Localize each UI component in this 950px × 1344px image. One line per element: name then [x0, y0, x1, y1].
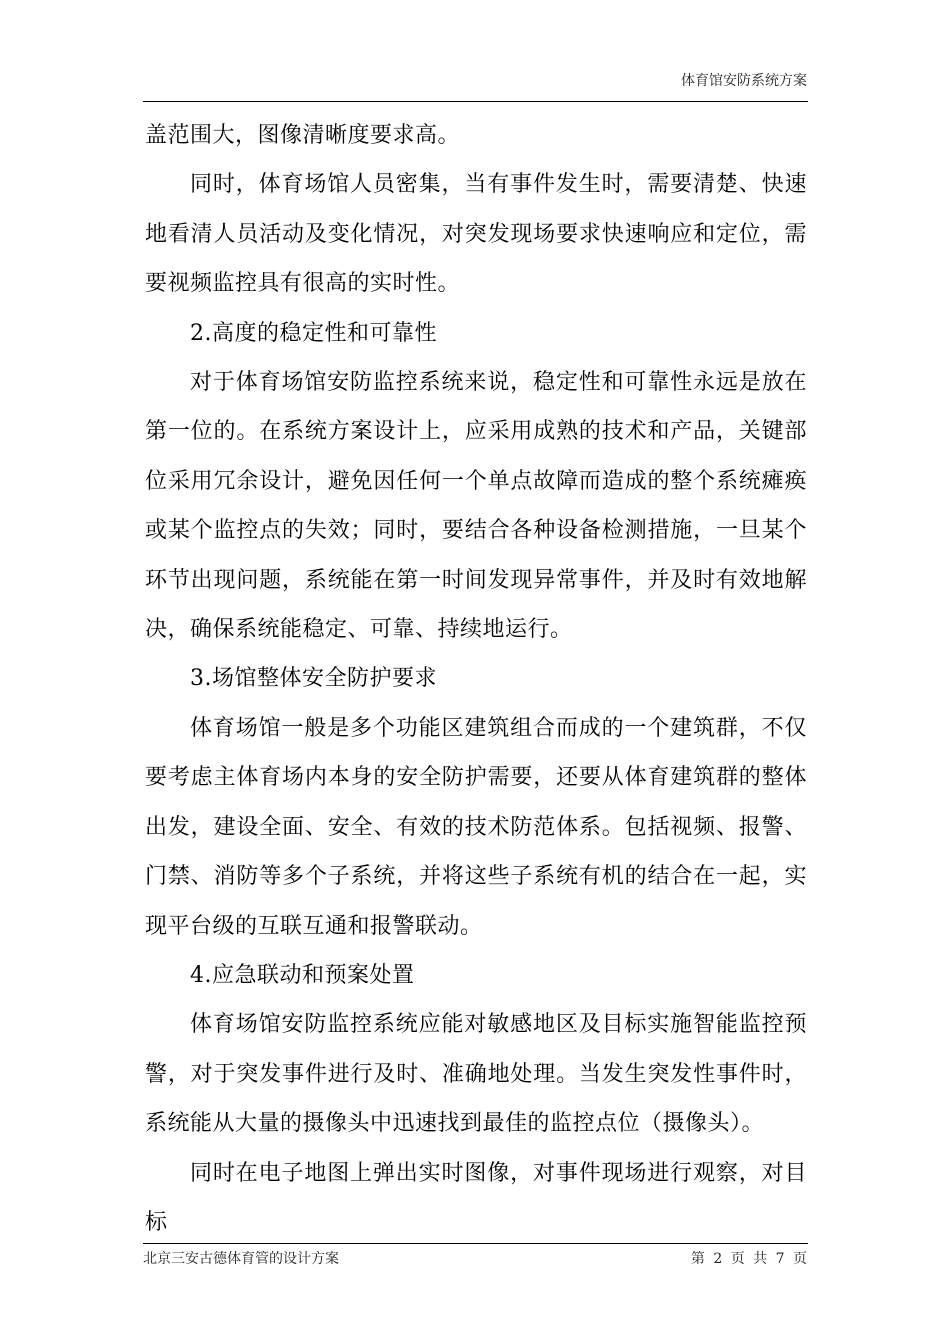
- section-heading-emergency: 4.应急联动和预案处置: [190, 962, 415, 988]
- paragraph-emergency: 体育场馆安防监控系统应能对敏感地区及目标实施智能监控预警，对于突发事件进行及时、准确地处理。当发生突发性事件时，系统能从大量的摄像头中迅速找到最佳的监控点位（摄像头）。: [145, 1012, 807, 1137]
- paragraph-overall-protection: 体育场馆一般是多个功能区建筑组合而成的一个建筑群，不仅要考虑主体育场内本身的安全防护需要，还要从体育建筑群的整体出发，建设全面、安全、有效的技术防范体系。包括视频、报警、门禁、消防等多个子系统，并将这些子系统有机的结合在一起，实现平台级的互联互通和报警联动。: [145, 715, 807, 939]
- paragraph-real-time: 同时，体育场馆人员密集，当有事件发生时，需要清楚、快速地看清人员活动及变化情况，对突发现场要求快速响应和定位，需要视频监控具有很高的实时性。: [145, 172, 807, 297]
- paragraph-continuation: 盖范围大，图像清晰度要求高。: [145, 123, 461, 148]
- paragraph-stability: 对于体育场馆安防监控系统来说，稳定性和可靠性永远是放在第一位的。在系统方案设计上，应采用成熟的技术和产品，关键部位采用冗余设计，避免因任何一个单点故障而造成的整个系统瘫痪或某个监控点的失效；同时，要结合各种设备检测措施，一旦某个环节出现问题，系统能在第一时间发现异常事件，并及时有效地解决，确保系统能稳定、可靠、持续地运行。: [145, 370, 807, 643]
- document-body: [145, 111, 807, 1247]
- footer-document-name: 北京三安古德体育管的设计方案: [143, 1251, 339, 1267]
- header-divider: [143, 101, 808, 102]
- page-header-title: 体育馆安防系统方案: [681, 73, 807, 89]
- section-heading-stability: 2.高度的稳定性和可靠性: [190, 320, 437, 346]
- footer-page-number: 第 2 页 共 7 页: [690, 1251, 807, 1267]
- paragraph-electronic-map: 同时在电子地图上弹出实时图像，对事件现场进行观察，对目标: [145, 1160, 807, 1235]
- footer-divider: [143, 1243, 808, 1244]
- section-heading-overall-protection: 3.场馆整体安全防护要求: [190, 666, 437, 692]
